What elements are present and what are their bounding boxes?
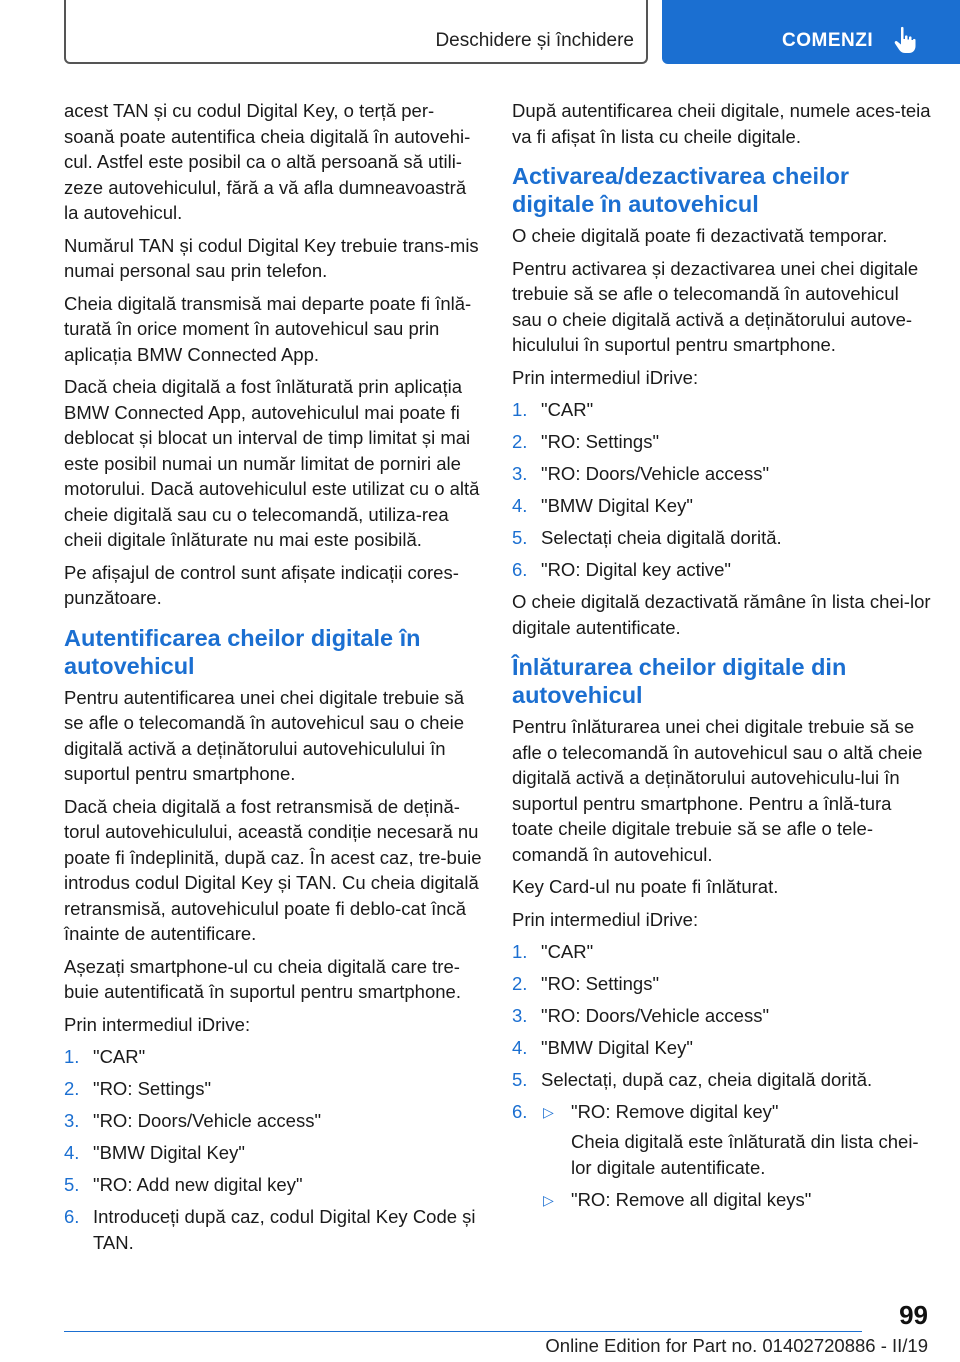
step-text: "RO: Doors/Vehicle access": [93, 1110, 322, 1131]
step-number: 3.: [512, 463, 528, 484]
list-item: [512, 525, 932, 551]
step-number: 6.: [512, 1101, 528, 1122]
step-number: 6.: [512, 559, 528, 580]
paragraph: Dacă cheia digitală a fost retransmisă de dețină-torul autovehiculului, această condiție necesară nu poate fi îndeplinită, după caz. În acest caz, tre-buie introdus codul Digital Key și TAN. Cu cheia digitală retransmisă, autovehiculul poate fi deblo-cat încă înainte de autentificare.: [64, 795, 482, 944]
list-item: [64, 1076, 482, 1102]
step-number: 1.: [64, 1046, 80, 1067]
list-item: [512, 397, 932, 423]
step-number: 1.: [512, 399, 528, 420]
paragraph: Pentru activarea și dezactivarea unei chei digitale trebuie să se afle o telecomandă în autovehicul sau o cheie digitală activă a deținătorului autove-hiculului în suportul pentru smartphone.: [512, 257, 919, 355]
step-text: "RO: Settings": [93, 1078, 212, 1099]
triangle-bullet-icon: ▷: [543, 1104, 554, 1120]
step-text: "RO: Settings": [541, 973, 660, 994]
section-heading-removal: Înlăturarea cheilor digitale din autovehicul: [512, 654, 847, 708]
sub-option: [541, 1099, 932, 1181]
paragraph: Cheia digitală transmisă mai departe poate fi înlă-turată în orice moment în autovehicul sau prin aplicația BMW Connected App.: [64, 292, 472, 365]
list-item: [512, 429, 932, 455]
list-item: [512, 1099, 932, 1213]
list-item: [512, 461, 932, 487]
list-item: [512, 1035, 932, 1061]
footer-divider: [64, 1331, 862, 1332]
triangle-bullet-icon: ▷: [543, 1192, 554, 1208]
step-number: 4.: [512, 1037, 528, 1058]
hand-pointer-icon: [894, 26, 916, 54]
paragraph: Key Card-ul nu poate fi înlăturat.: [512, 876, 779, 897]
chapter-title: COMENZI: [782, 30, 874, 51]
paragraph: Pentru înlăturarea unei chei digitale trebuie să se afle o telecomandă în autovehicul sau o altă cheie digitală activă a deținătorului autovehiculu-lui în suportul pentru smartphone. Pentru a înlă-tura toate cheile digitale trebuie să se afle o tele-comandă în autovehicul.: [512, 716, 923, 865]
paragraph: Dacă cheia digitală a fost înlăturată prin aplicația BMW Connected App, autovehiculul mai poate fi deblocat și blocat un interval de timp limitat și mai este posibil numai un număr limitat de porniri ale motorului. Dacă autovehiculul este utilizat cu o altă cheie digitală sau cu o telecomandă, utiliza-rea cheii digitale înlăturate nu mai este posibilă.: [64, 376, 480, 550]
left-column: [64, 98, 482, 1262]
paragraph: După autentificarea cheii digitale, numele aces-teia va fi afișat în lista cu cheile digitale.: [512, 100, 931, 147]
paragraph: Prin intermediul iDrive:: [512, 366, 699, 388]
list-item: [64, 1172, 482, 1198]
paragraph: Pe afișajul de control sunt afișate indicații cores-punzătoare.: [64, 561, 459, 608]
step-number: 2.: [64, 1078, 80, 1099]
page-number: 99: [899, 1300, 928, 1330]
section-heading-authentication: Autentificarea cheilor digitale în autovehicul: [64, 624, 421, 679]
footer-edition: Online Edition for Part no. 01402720886 - II/19: [545, 1335, 928, 1356]
step-text: "BMW Digital Key": [541, 1037, 693, 1058]
right-column: [512, 98, 932, 1219]
paragraph: Prin intermediul iDrive:: [64, 1013, 251, 1035]
list-item: [64, 1204, 482, 1256]
section-heading-activation: Activarea/dezactivarea cheilor digitale în autovehicul: [512, 163, 850, 217]
step-text: "BMW Digital Key": [93, 1142, 245, 1163]
sub-option: [541, 1187, 932, 1213]
step-number: 5.: [512, 527, 528, 548]
step-text: "CAR": [541, 941, 594, 962]
step-text: "RO: Doors/Vehicle access": [541, 1005, 770, 1026]
step-list: [512, 939, 932, 1213]
step-text: Selectați cheia digitală dorită.: [541, 527, 782, 548]
step-text: Selectați, după caz, cheia digitală dorită.: [541, 1069, 873, 1090]
step-number: 4.: [512, 495, 528, 516]
paragraph: Numărul TAN și codul Digital Key trebuie trans-mis numai personal sau prin telefon.: [64, 234, 479, 281]
sub-option-note: Cheia digitală este înlăturată din lista chei-lor digitale autentificate.: [571, 1131, 919, 1178]
step-text: "BMW Digital Key": [541, 495, 693, 516]
step-text: "RO: Add new digital key": [93, 1174, 303, 1195]
step-number: 3.: [512, 1005, 528, 1026]
step-text: "CAR": [93, 1046, 146, 1067]
sub-option-list: [541, 1099, 932, 1213]
header-chapter-tab[interactable]: [662, 0, 960, 64]
paragraph: Așezați smartphone-ul cu cheia digitală care tre-buie autentificată în suportul pentru smartphone.: [64, 955, 461, 1002]
sub-option-text: "RO: Remove digital key": [571, 1101, 779, 1122]
step-list: [512, 397, 932, 583]
step-text: "CAR": [541, 399, 594, 420]
step-list: [64, 1044, 482, 1256]
list-item: [512, 939, 932, 965]
step-number: 5.: [64, 1174, 80, 1195]
paragraph: O cheie digitală poate fi dezactivată temporar.: [512, 225, 888, 246]
step-text: Introduceți după caz, codul Digital Key Code și TAN.: [93, 1206, 476, 1253]
step-number: 2.: [512, 431, 528, 452]
step-number: 2.: [512, 973, 528, 994]
section-title: Deschidere și închidere: [435, 30, 634, 51]
step-number: 5.: [512, 1069, 528, 1090]
step-text: "RO: Digital key active": [541, 559, 731, 580]
list-item: [512, 1067, 932, 1093]
paragraph: acest TAN și cu codul Digital Key, o terță per-soană poate autentifica cheia digitală în autovehi-cul. Astfel este posibil ca o altă persoană să utili-zeze autovehiculul, fără a vă afla dumneavoastră la autovehicul.: [64, 100, 471, 223]
list-item: [64, 1140, 482, 1166]
list-item: [64, 1044, 482, 1070]
step-number: 4.: [64, 1142, 80, 1163]
header-section-tab: [64, 0, 648, 64]
step-text: "RO: Doors/Vehicle access": [541, 463, 770, 484]
list-item: [64, 1108, 482, 1134]
list-item: [512, 1003, 932, 1029]
list-item: [512, 971, 932, 997]
step-number: 1.: [512, 941, 528, 962]
paragraph: Prin intermediul iDrive:: [512, 908, 699, 930]
paragraph: O cheie digitală dezactivată rămâne în lista chei-lor digitale autentificate.: [512, 591, 931, 638]
list-item: [512, 493, 932, 519]
list-item: [512, 557, 932, 583]
sub-option-text: "RO: Remove all digital keys": [571, 1189, 812, 1210]
paragraph: Pentru autentificarea unei chei digitale trebuie să se afle o telecomandă în autovehicul sau o cheie digitală activă a deținătorului autovehiculului în suportul pentru smartphone.: [64, 686, 465, 784]
step-text: "RO: Settings": [541, 431, 660, 452]
step-number: 3.: [64, 1110, 80, 1131]
step-number: 6.: [64, 1206, 80, 1227]
